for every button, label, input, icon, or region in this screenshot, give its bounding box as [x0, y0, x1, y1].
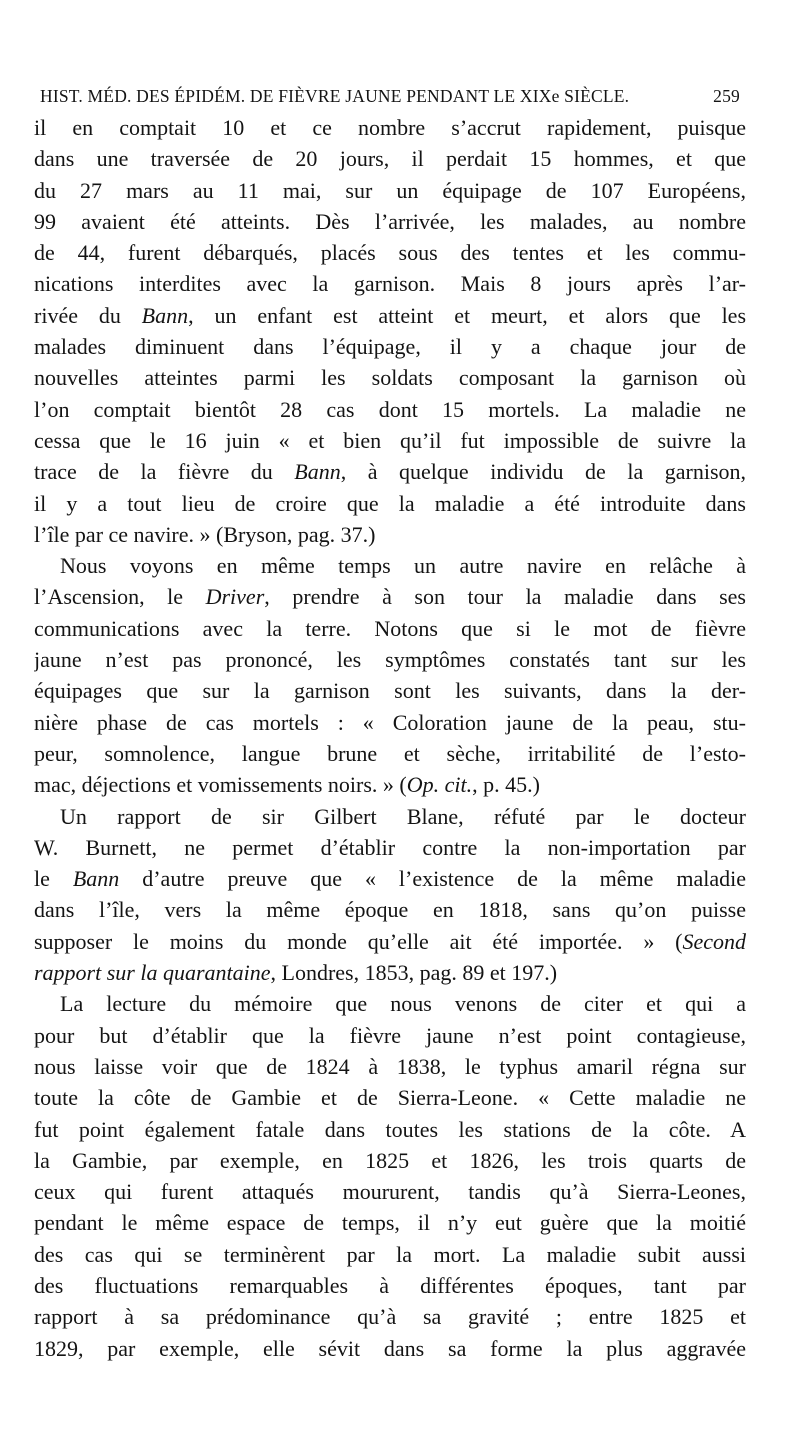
text-line [34, 801, 746, 832]
text-line [34, 1114, 746, 1145]
text-segment: des fluctuations remarquables à différentes époques, tant par [34, 1272, 746, 1298]
text-line [34, 143, 746, 174]
text-segment: W. Burnett, ne permet d’établir contre la non-importation par [34, 834, 746, 860]
text-line [34, 581, 746, 612]
text-segment: ceux qui furent attaqués moururent, tandis qu’à Sierra-Leones, [34, 1179, 746, 1205]
text-segment: , à quelque individu de la garnison, [340, 459, 746, 485]
text-line [34, 175, 746, 206]
text-segment: , Londres, 1853, pag. 89 et 197.) [270, 960, 558, 986]
text-line [34, 519, 746, 550]
italic-text: Op. cit. [406, 772, 473, 798]
text-segment: mac, déjections et vomissements noirs. » ( [34, 772, 407, 798]
text-segment: communications avec la terre. Notons que si le mot de fièvre [34, 615, 746, 641]
text-segment: rapport à sa prédominance qu’à sa gravité ; entre 1825 et [34, 1304, 746, 1330]
text-segment: , p. 45.) [472, 772, 540, 798]
text-line [34, 613, 746, 644]
text-segment: nous laisse voir que de 1824 à 1838, le typhus amaril régna sur [34, 1053, 746, 1079]
text-segment: La lecture du mémoire que nous venons de citer et qui a [60, 991, 746, 1017]
text-line [34, 112, 746, 143]
text-segment: fut point également fatale dans toutes les stations de la côte. A [34, 1116, 746, 1142]
text-segment: cessa que le 16 juin « et bien qu’il fut impossible de suivre la [34, 427, 746, 453]
italic-text: Bann [294, 459, 341, 485]
text-segment: l’île par ce navire. » (Bryson, pag. 37.) [34, 521, 376, 547]
text-segment: le [34, 866, 73, 892]
text-segment: Un rapport de sir Gilbert Blane, réfuté par le docteur [60, 803, 746, 829]
text-line [34, 331, 746, 362]
text-segment: , un enfant est atteint et meurt, et alors que les [188, 302, 746, 328]
text-line [34, 456, 746, 487]
text-segment: il y a tout lieu de croire que la maladie a été introduite dans [34, 490, 746, 516]
text-segment: l’on comptait bientôt 28 cas dont 15 mortels. La maladie ne [34, 396, 746, 422]
text-segment: pendant le même espace de temps, il n’y eut guère que la moitié [34, 1210, 746, 1236]
text-segment: des cas qui se terminèrent par la mort. La maladie subit aussi [34, 1241, 746, 1267]
text-line [34, 1207, 746, 1238]
text-segment: pour but d’établir que la fièvre jaune n’est point contagieuse, [34, 1022, 746, 1048]
running-header [40, 86, 740, 112]
text-segment: malades diminuent dans l’équipage, il y a chaque jour de [34, 334, 746, 360]
text-line [34, 425, 746, 456]
text-line [34, 957, 746, 988]
text-line [34, 644, 746, 675]
italic-text: Second [682, 928, 746, 954]
text-line [34, 1082, 746, 1113]
text-line [34, 550, 746, 581]
text-segment: , prendre à son tour la maladie dans ses [264, 584, 746, 610]
text-segment: 1829, par exemple, elle sévit dans sa forme la plus aggravée [34, 1335, 746, 1361]
running-title: HIST. MÉD. DES ÉPIDÉM. DE FIÈVRE JAUNE PENDANT LE XIXe SIÈCLE. [40, 86, 630, 106]
text-segment: jaune n’est pas prononcé, les symptômes constatés tant sur les [34, 647, 746, 673]
text-segment: du 27 mars au 11 mai, sur un équipage de 107 Européens, [34, 177, 746, 203]
text-segment: nière phase de cas mortels : « Coloration jaune de la peau, stu- [34, 709, 746, 735]
text-line [34, 1051, 746, 1082]
text-line [34, 832, 746, 863]
text-segment: supposer le moins du monde qu’elle ait été importée. » ( [34, 928, 683, 954]
text-line [34, 894, 746, 925]
text-line [34, 738, 746, 769]
text-segment: nications interdites avec la garnison. Mais 8 jours après l’ar- [34, 271, 746, 297]
text-line [34, 769, 746, 800]
text-segment: dans une traversée de 20 jours, il perdait 15 hommes, et que [34, 146, 746, 172]
text-segment: 99 avaient été atteints. Dès l’arrivée, les malades, au nombre [34, 208, 746, 234]
text-segment: la Gambie, par exemple, en 1825 et 1826, les trois quarts de [34, 1147, 746, 1173]
italic-text: rapport sur la quarantaine [34, 960, 271, 986]
text-line [34, 362, 746, 393]
text-segment: toute la côte de Gambie et de Sierra-Leone. « Cette maladie ne [34, 1085, 746, 1111]
text-line [34, 488, 746, 519]
text-line [34, 1145, 746, 1176]
text-segment: trace de la fièvre du [34, 459, 295, 485]
text-line [34, 206, 746, 237]
text-line [34, 1270, 746, 1301]
text-line [34, 1176, 746, 1207]
text-segment: rivée du [34, 302, 142, 328]
text-segment: peur, somnolence, langue brune et sèche, irritabilité de l’esto- [34, 740, 746, 766]
text-segment: Nous voyons en même temps un autre navire en relâche à [60, 553, 746, 579]
text-line [34, 675, 746, 706]
italic-text: Driver [205, 584, 265, 610]
text-segment: nouvelles atteintes parmi les soldats composant la garnison où [34, 365, 746, 391]
text-line [34, 926, 746, 957]
text-segment: de 44, furent débarqués, placés sous des tentes et les commu- [34, 240, 746, 266]
text-line [34, 300, 746, 331]
text-line [34, 863, 746, 894]
text-segment: dans l’île, vers la même époque en 1818, sans qu’on puisse [34, 897, 746, 923]
text-line [34, 707, 746, 738]
text-segment: l’Ascension, le [34, 584, 206, 610]
text-line [34, 988, 746, 1019]
italic-text: Bann [141, 302, 189, 328]
text-line [34, 237, 746, 268]
text-segment: équipages que sur la garnison sont les suivants, dans la der- [34, 678, 746, 704]
text-line [34, 1239, 746, 1270]
text-segment: il en comptait 10 et ce nombre s’accrut rapidement, puisque [34, 115, 746, 140]
text-line [34, 394, 746, 425]
text-segment: d’autre preuve que « l’existence de la même maladie [119, 866, 746, 892]
text-line [34, 1020, 746, 1051]
text-line [34, 1333, 746, 1364]
page-number: 259 [713, 86, 740, 106]
italic-text: Bann [72, 866, 120, 892]
text-line [34, 1301, 746, 1332]
body-text [34, 112, 746, 1364]
text-line [34, 268, 746, 299]
